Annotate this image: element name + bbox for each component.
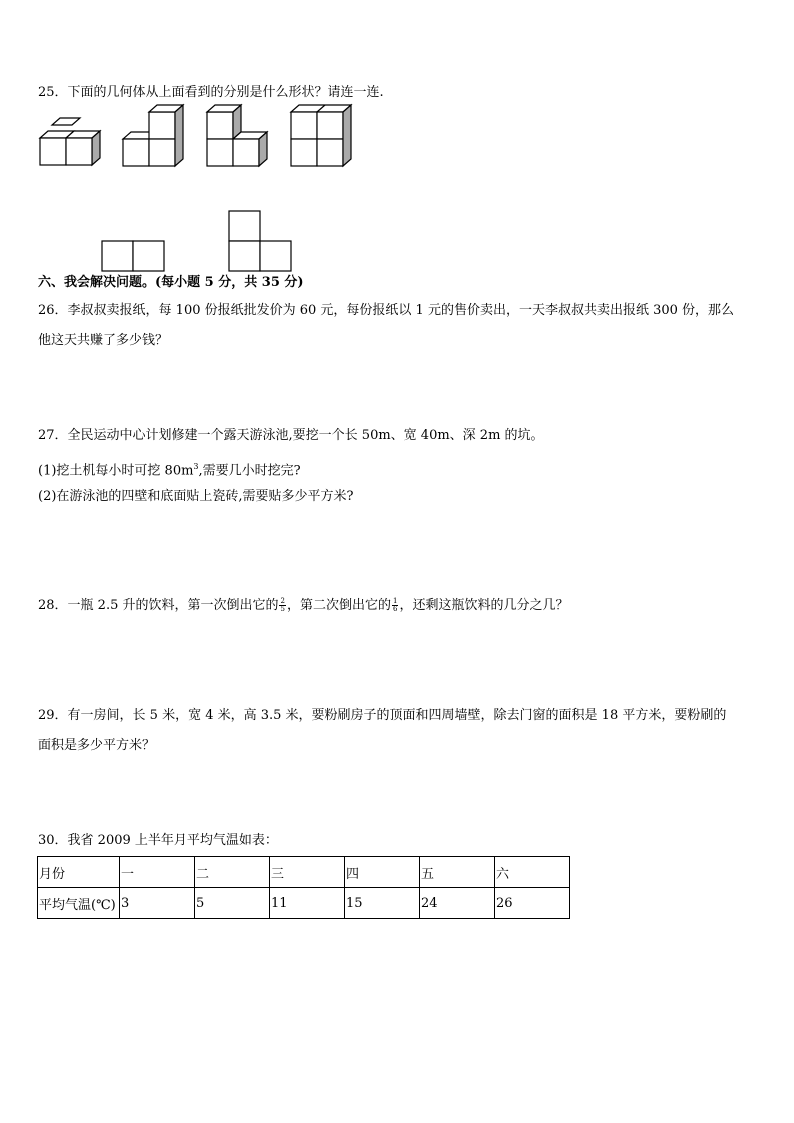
table-cell: 5 xyxy=(195,888,270,919)
fraction-1-6: $\frac{1}{6}$ xyxy=(392,597,398,613)
solid-3 xyxy=(207,105,267,166)
table-cell: 24 xyxy=(420,888,495,919)
table-cell: 3 xyxy=(120,888,195,919)
question-30: 30．我省 2009 上半年月平均气温如表： xyxy=(38,833,278,848)
question-26-line2: 他这天共赚了多少钱？ xyxy=(38,333,169,348)
table-cell: 15 xyxy=(345,888,420,919)
temperature-table xyxy=(37,856,570,919)
question-26-line1: 26．李叔叔卖报纸，每 100 份报纸批发价为 60 元，每份报纸以 1 元的售价卖出，一天李叔叔共卖出报纸 300 份，那么 xyxy=(38,303,735,318)
question-29-line2: 面积是多少平方米？ xyxy=(38,738,156,753)
solid-4 xyxy=(291,105,351,166)
question-27-sub2: (2)在游泳池的四壁和底面贴上瓷砖,需要贴多少平方米? xyxy=(38,489,354,504)
table-row xyxy=(38,888,570,919)
table-cell: 五 xyxy=(420,857,495,888)
table-cell: 一 xyxy=(120,857,195,888)
table-cell: 二 xyxy=(195,857,270,888)
table-cell: 三 xyxy=(270,857,345,888)
table-header-row xyxy=(38,857,570,888)
question-25: 25．下面的几何体从上面看到的分别是什么形状？请连一连. xyxy=(38,85,384,100)
table-cell: 平均气温(℃) xyxy=(38,888,120,919)
fraction-2-5: $\frac{2}{5}$ xyxy=(280,597,285,613)
question-29-line1: 29．有一房间，长 5 米，宽 4 米，高 3.5 米，要粉刷房子的顶面和四周墙壁，除去门窗的面积是 18 平方米，要粉刷的 xyxy=(38,708,727,723)
question-28: 28．一瓶 2.5 升的饮料，第一次倒出它的 $\frac{2}{5}$ ，第二次倒出它的 $\frac{1}{6}$ ，还剩这瓶饮料的几分之几？ xyxy=(38,597,569,613)
solid-2 xyxy=(123,105,183,166)
top-view-1 xyxy=(102,241,164,271)
table-cell: 11 xyxy=(270,888,345,919)
section-6-title: 六、我会解决问题。(每小题 5 分，共 35 分) xyxy=(38,275,304,290)
solid-1 xyxy=(40,118,100,165)
table-cell: 月份 xyxy=(38,857,120,888)
table-cell: 26 xyxy=(495,888,570,919)
question-27-sub1: (1)挖土机每小时可挖 $80m^3$,需要几小时挖完? xyxy=(38,462,301,479)
top-view-2 xyxy=(229,211,291,271)
table-cell: 四 xyxy=(345,857,420,888)
question-27-line1: 27．全民运动中心计划修建一个露天游泳池,要挖一个长 50m、宽 40m、深 2m 的坑。 xyxy=(38,428,544,443)
q25-figures xyxy=(0,0,794,300)
table-cell: 六 xyxy=(495,857,570,888)
